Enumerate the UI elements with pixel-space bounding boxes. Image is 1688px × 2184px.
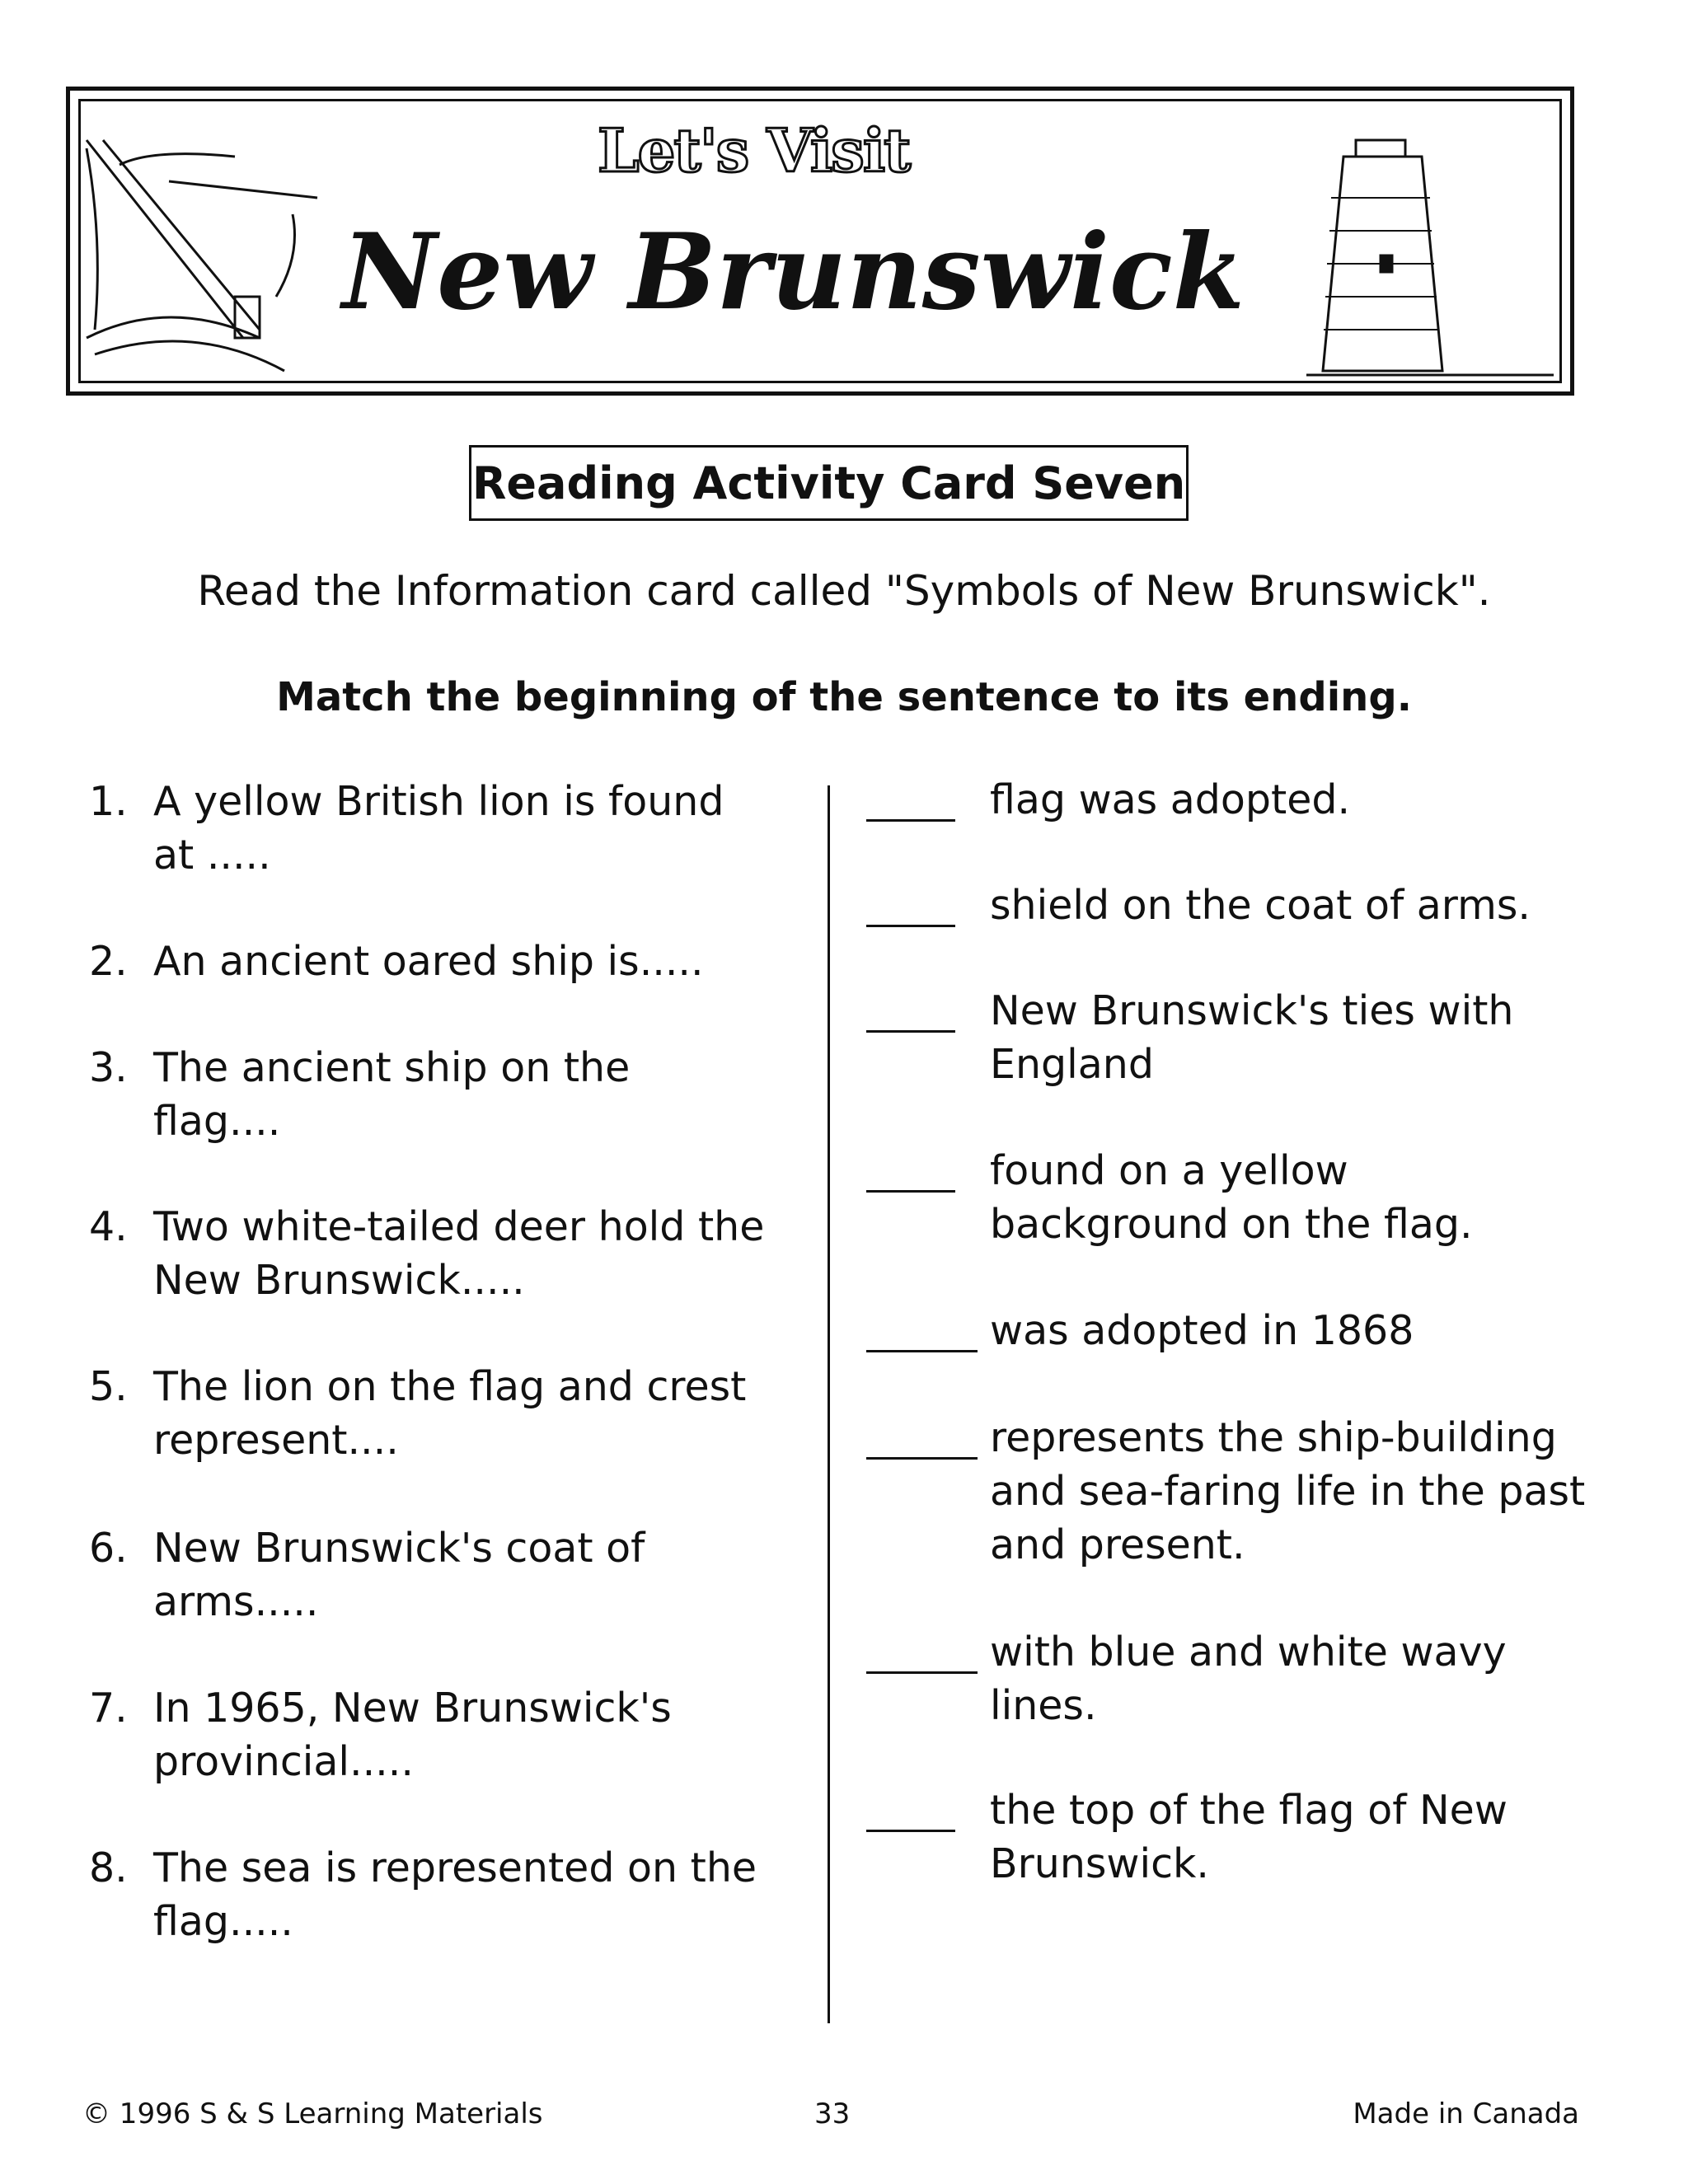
left-item-2 — [0, 935, 824, 1041]
footer-page-number: 33 — [814, 2097, 851, 2130]
left-item-1 — [0, 775, 824, 935]
sentence-endings-column — [857, 773, 1681, 1907]
right-item-1 — [857, 773, 1681, 879]
left-item-6 — [0, 1521, 824, 1681]
item-text: the top of the flag of New Brunswick. — [990, 1787, 1507, 1887]
footer-made-in: Made in Canada — [1353, 2097, 1579, 2130]
item-text: A yellow British lion is found at ..... — [153, 778, 724, 879]
right-item-4 — [857, 1144, 1681, 1304]
item-text: flag was adopted. — [990, 776, 1351, 823]
answer-blank[interactable] — [866, 1144, 955, 1193]
item-text: shield on the coat of arms. — [990, 882, 1531, 929]
answer-blank[interactable] — [866, 1411, 978, 1460]
item-number: 5. — [89, 1363, 128, 1410]
item-text: found on a yellow background on the flag. — [990, 1147, 1473, 1248]
column-divider — [828, 785, 830, 2023]
item-number: 3. — [89, 1044, 128, 1091]
sentence-beginnings-column — [0, 775, 824, 1948]
instruction-text: Read the Information card called "Symbols of New Brunswick". — [197, 567, 1491, 615]
item-text: The lion on the flag and crest represent.... — [153, 1363, 747, 1464]
banner-lets-visit: Let's Visit — [598, 115, 910, 185]
item-text: New Brunswick's coat of arms..... — [153, 1525, 645, 1625]
answer-blank[interactable] — [866, 1783, 955, 1832]
card-title: Reading Activity Card Seven — [469, 445, 1189, 521]
right-item-7 — [857, 1625, 1681, 1783]
item-text: New Brunswick's ties with England — [990, 987, 1514, 1088]
item-number: 4. — [89, 1203, 128, 1250]
item-text: Two white-tailed deer hold the New Brunswick..... — [153, 1203, 765, 1304]
right-item-8 — [857, 1783, 1681, 1907]
right-item-5 — [857, 1304, 1681, 1411]
item-number: 2. — [89, 938, 128, 985]
answer-blank[interactable] — [866, 773, 955, 822]
martello-tower-icon — [1306, 140, 1554, 375]
right-item-2 — [857, 879, 1681, 984]
item-text: was adopted in 1868 — [990, 1307, 1414, 1354]
item-text: with blue and white wavy lines. — [990, 1629, 1507, 1729]
title-banner — [66, 87, 1574, 396]
answer-blank[interactable] — [866, 1625, 978, 1674]
covered-bridge-icon — [87, 140, 317, 371]
answer-blank[interactable] — [866, 1304, 978, 1352]
item-number: 7. — [89, 1685, 128, 1732]
answer-blank[interactable] — [866, 879, 955, 927]
item-text: In 1965, New Brunswick's provincial..... — [153, 1685, 672, 1785]
item-text: represents the ship-building and sea-faring life in the past and present. — [990, 1414, 1586, 1568]
banner-new-brunswick: New Brunswick — [342, 211, 1245, 333]
right-item-3 — [857, 984, 1681, 1144]
item-number: 8. — [89, 1844, 128, 1891]
right-item-6 — [857, 1411, 1681, 1625]
footer-copyright: © 1996 S & S Learning Materials — [82, 2097, 543, 2130]
item-number: 6. — [89, 1525, 128, 1572]
left-item-5 — [0, 1360, 824, 1521]
left-item-7 — [0, 1681, 824, 1841]
left-item-3 — [0, 1041, 824, 1200]
item-text: The sea is represented on the flag..... — [153, 1844, 757, 1945]
item-number: 1. — [89, 778, 128, 825]
left-item-8 — [0, 1841, 824, 1948]
answer-blank[interactable] — [866, 984, 955, 1033]
item-text: The ancient ship on the flag.... — [153, 1044, 631, 1145]
item-text: An ancient oared ship is..... — [153, 938, 704, 985]
left-item-4 — [0, 1200, 824, 1360]
directions-text: Match the beginning of the sentence to its ending. — [276, 674, 1412, 720]
